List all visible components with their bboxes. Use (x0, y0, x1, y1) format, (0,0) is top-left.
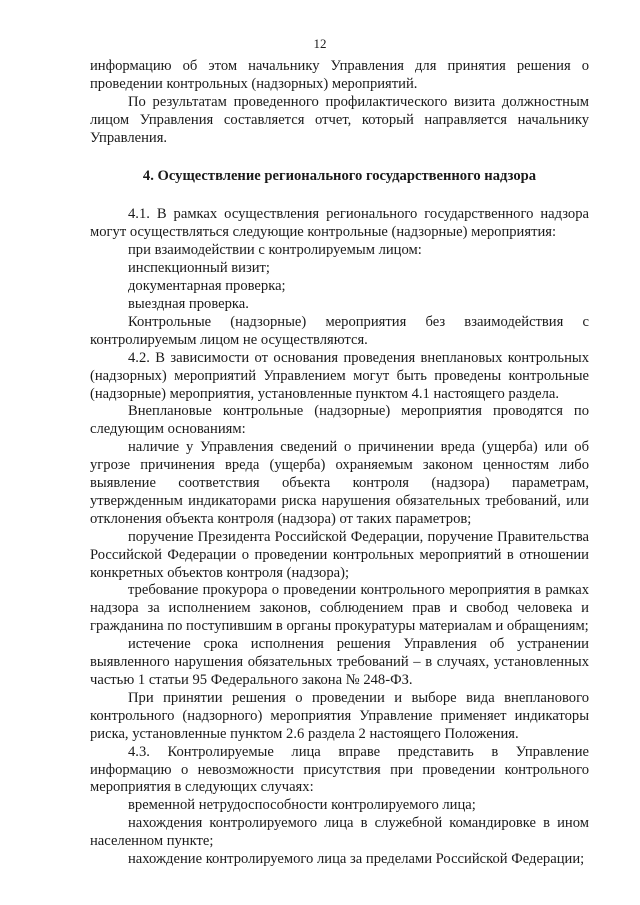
paragraph: инспекционный визит; (128, 260, 270, 277)
paragraph: 4.2. В зависимости от основания проведения внеплановых контрольных (надзорных) мероприятий Управлением могут быть проведены контрольные (надзорные) мероприятия, установленные пунктом 4.1 настоящего раздела. (90, 349, 589, 402)
paragraph: информацию об этом начальнику Управления для принятия решения о проведении контрольных (надзорных) мероприятий. (90, 58, 589, 92)
section-paragraphs (90, 206, 589, 869)
paragraph: поручение Президента Российской Федерации, поручение Правительства Российской Федерации о проведении контрольных мероприятий в отношении конкретных объектов контроля (надзора); (90, 528, 589, 581)
paragraph: требование прокурора о проведении контрольного мероприятия в рамках надзора за исполнением законов, соблюдением прав и свобод человека и гражданина по поступившим в органы прокуратуры материалам и обращениям; (90, 582, 589, 635)
paragraph: наличие у Управления сведений о причинении вреда (ущерба) или об угрозе причинения вреда (ущерба) охраняемым законом ценностям либо выявление соответствия объекта контроля (надзора) параметрам, утвержденным индикаторами риска нарушения обязательных требований, или отклонения объекта контроля (надзора) от таких параметров; (90, 439, 589, 527)
paragraph: Внеплановые контрольные (надзорные) мероприятия проводятся по следующим основаниям: (90, 403, 589, 438)
paragraph: выездная проверка. (128, 295, 249, 312)
paragraph: истечение срока исполнения решения Управления об устранении выявленного нарушения обязательных требований – в случаях, установленных частью 1 статьи 95 Федерального закона № 248-ФЗ. (90, 636, 589, 688)
section-heading: 4. Осуществление регионального государственного надзора (142, 167, 537, 184)
paragraph: 4.1. В рамках осуществления регионального государственного надзора могут осуществляться следующие контрольные (надзорные) мероприятия: (90, 206, 589, 241)
page-number: 12 (313, 36, 327, 51)
paragraph: временной нетрудоспособности контролируемого лица; (128, 797, 476, 814)
paragraph: Контрольные (надзорные) мероприятия без взаимодействия с контролируемым лицом не осуществляются. (90, 313, 589, 348)
paragraph: документарная проверка; (128, 278, 286, 295)
paragraph: 4.3. Контролируемые лица вправе представить в Управление информацию о невозможности присутствия при проведении контрольного мероприятия в следующих случаях: (90, 743, 589, 796)
paragraph: При принятии решения о проведении и выборе вида внепланового контрольного (надзорного) мероприятия Управление применяет индикаторы риска, установленные пунктом 2.6 раздела 2 настоящего Положения. (90, 689, 589, 742)
paragraph: при взаимодействии с контролируемым лицом: (128, 242, 422, 259)
document-body (90, 58, 589, 869)
paragraph: нахождения контролируемого лица в служебной командировке в ином населенном пункте; (90, 815, 589, 850)
paragraph: По результатам проведенного профилактического визита должностным лицом Управления составляется отчет, который направляется начальнику Управления. (90, 93, 589, 146)
paragraph: нахождение контролируемого лица за пределами Российской Федерации; (128, 851, 585, 868)
